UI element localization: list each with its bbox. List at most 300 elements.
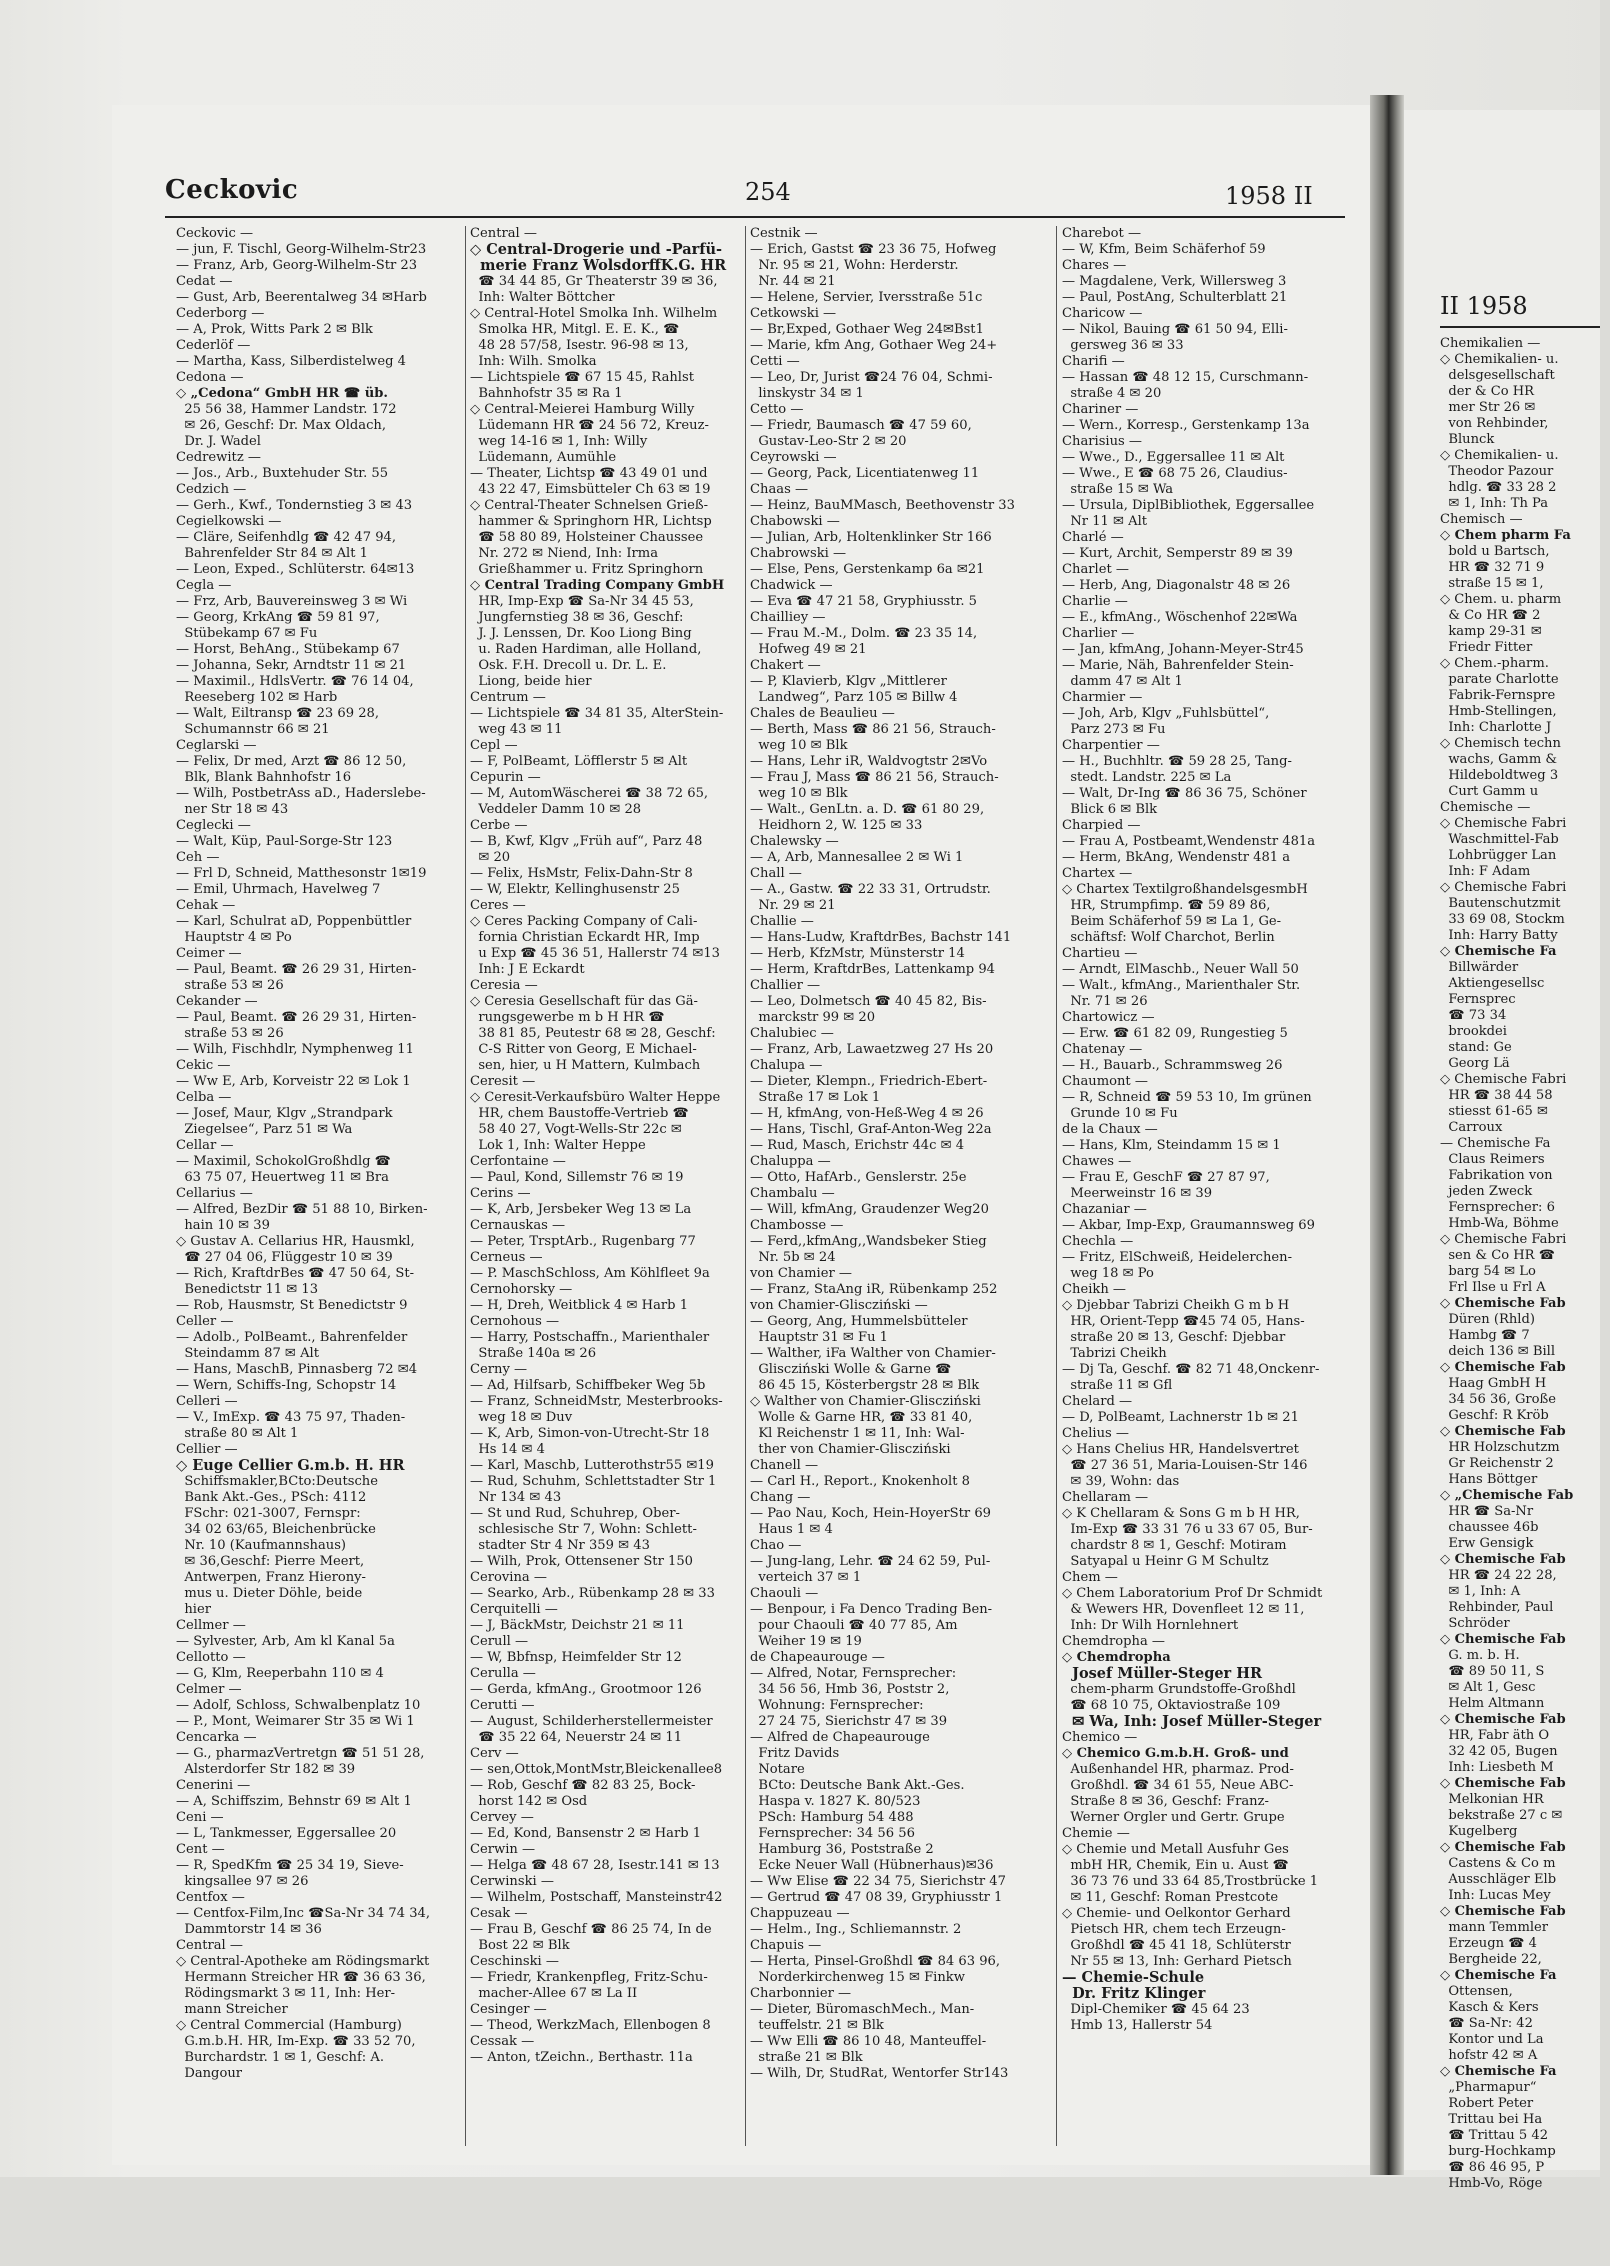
directory-entry-line: Claus Reimers xyxy=(1440,1152,1545,1167)
directory-entry-line: — Rob, Geschf ☎ 82 83 25, Bock- xyxy=(470,1778,696,1793)
directory-entry-line: Chappuzeau — xyxy=(750,1906,850,1921)
directory-entry-line: — D, PolBeamt, Lachnerstr 1b ✉ 21 xyxy=(1062,1410,1299,1425)
directory-entry-line: jeden Zweck xyxy=(1440,1184,1533,1199)
directory-entry-line: stand: Ge xyxy=(1440,1040,1512,1055)
directory-entry-line: — Frl D, Schneid, Matthesonstr 1✉19 xyxy=(176,866,427,881)
directory-entry-line: — Walther, iFa Walther von Chamier- xyxy=(750,1346,996,1361)
directory-entry-line: — Frau A, Postbeamt,Wendenstr 481a xyxy=(1062,834,1316,849)
directory-entry-line: — Josef, Maur, Klgv „Strandpark xyxy=(176,1106,393,1121)
directory-entry-line: Inh: Dr Wilh Hornlehnert xyxy=(1062,1618,1239,1633)
directory-entry-line: stadter Str 4 Nr 359 ✉ 43 xyxy=(470,1538,650,1553)
directory-entry-line: Nr 11 ✉ Alt xyxy=(1062,514,1148,529)
directory-entry-line: Gr Reichenstr 2 xyxy=(1440,1456,1554,1471)
directory-entry-line: von Chamier — xyxy=(750,1266,853,1281)
directory-entry-line: Central — xyxy=(176,1938,243,1953)
directory-entry-line: — Harry, Postschaffn., Marienthaler xyxy=(470,1330,710,1345)
directory-entry-line: ✉ Wa, Inh: Josef Müller-Steger xyxy=(1062,1713,1322,1730)
directory-entry-line: Steindamm 87 ✉ Alt xyxy=(176,1346,319,1361)
directory-column-2 xyxy=(470,226,748,2156)
directory-entry-line: — Peter, TrsptArb., Rugenbarg 77 xyxy=(470,1234,696,1249)
column-divider xyxy=(745,226,746,2146)
directory-entry-line: gersweg 36 ✉ 33 xyxy=(1062,338,1184,353)
directory-entry-line: Erw Gensigk xyxy=(1440,1536,1534,1551)
directory-entry-line: — Magdalene, Verk, Willersweg 3 xyxy=(1062,274,1287,289)
directory-entry-line: ◇ Chemische Fabri xyxy=(1440,1232,1567,1247)
directory-entry-line: Gustav-Leo-Str 2 ✉ 20 xyxy=(750,434,907,449)
directory-entry-line: — Helm., Ing., Schliemannstr. 2 xyxy=(750,1922,962,1937)
directory-entry-line: — Marie, kfm Ang, Gothaer Weg 24+ xyxy=(750,338,998,353)
directory-entry-line: — Maximil., HdlsVertr. ☎ 76 14 04, xyxy=(176,674,414,689)
directory-entry-line: ◇ Chemische Fabri xyxy=(1440,1072,1567,1087)
directory-entry-line: & Co HR ☎ 2 xyxy=(1440,608,1541,623)
directory-entry-line: 48 28 57/58, Isestr. 96-98 ✉ 13, xyxy=(470,338,689,353)
directory-entry-line: straße 15 ✉ Wa xyxy=(1062,482,1174,497)
directory-entry-line: Veddeler Damm 10 ✉ 28 xyxy=(470,802,642,817)
directory-entry-line: marckstr 99 ✉ 20 xyxy=(750,1010,876,1025)
directory-entry-line: — Fritz, ElSchweiß, Heidelerchen- xyxy=(1062,1250,1293,1265)
directory-entry-line: Hmb-Stellingen, xyxy=(1440,704,1557,719)
directory-entry-line: Im-Exp ☎ 33 31 76 u 33 67 05, Bur- xyxy=(1062,1522,1313,1537)
directory-entry-line: Chechla — xyxy=(1062,1234,1134,1249)
directory-entry-line: hofstr 42 ✉ A xyxy=(1440,2048,1538,2063)
directory-entry-line: Notare xyxy=(750,1762,805,1777)
directory-entry-line: Cerfontaine — xyxy=(470,1154,566,1169)
directory-entry-line: — Ww E, Arb, Korveistr 22 ✉ Lok 1 xyxy=(176,1074,411,1089)
directory-entry-line: merie Franz WolsdorffK.G. HR xyxy=(470,257,727,274)
directory-entry-line: — Hans, MaschB, Pinnasberg 72 ✉4 xyxy=(176,1362,418,1377)
directory-entry-line: — Dj Ta, Geschf. ☎ 82 71 48,Onckenr- xyxy=(1062,1362,1320,1377)
directory-entry-line: ☎ Sa-Nr: 42 xyxy=(1440,2016,1533,2031)
directory-entry-line: Cerutti — xyxy=(470,1698,535,1713)
directory-entry-line: — Rich, KraftdrBes ☎ 47 50 64, St- xyxy=(176,1266,415,1281)
directory-entry-line: Fernsprecher: 6 xyxy=(1440,1200,1555,1215)
directory-entry-line: Chambosse — xyxy=(750,1218,844,1233)
directory-entry-line: ◇ Chemische Fab xyxy=(1440,1424,1566,1439)
directory-entry-line: Blk, Blank Bahnhofstr 16 xyxy=(176,770,352,785)
directory-entry-line: Charicow — xyxy=(1062,306,1143,321)
directory-entry-line: — K, Arb, Jersbeker Weg 13 ✉ La xyxy=(470,1202,692,1217)
directory-entry-line: — Wern, Schiffs-Ing, Schopstr 14 xyxy=(176,1378,397,1393)
directory-entry-line: Billwärder xyxy=(1440,960,1519,975)
directory-entry-line: Ceni — xyxy=(176,1810,224,1825)
directory-entry-line: HR, Fabr äth O xyxy=(1440,1728,1550,1743)
directory-entry-line: — jun, F. Tischl, Georg-Wilhelm-Str23 xyxy=(176,242,427,257)
directory-entry-line: Charlier — xyxy=(1062,626,1135,641)
directory-entry-line: — Hans, Lehr iR, Waldvogtstr 2✉Vo xyxy=(750,754,988,769)
directory-entry-line: Cerquitelli — xyxy=(470,1602,558,1617)
directory-entry-line: — Arndt, ElMaschb., Neuer Wall 50 xyxy=(1062,962,1299,977)
directory-entry-line: Chaumont — xyxy=(1062,1074,1148,1089)
directory-entry-line: straße 20 ✉ 13, Geschf: Djebbar xyxy=(1062,1330,1286,1345)
directory-entry-line: — Kurt, Archit, Semperstr 89 ✉ 39 xyxy=(1062,546,1293,561)
directory-entry-line: — Theater, Lichtsp ☎ 43 49 01 und xyxy=(470,466,708,481)
directory-entry-line: Dipl-Chemiker ☎ 45 64 23 xyxy=(1062,2002,1250,2017)
directory-entry-line: Chartieu — xyxy=(1062,946,1138,961)
directory-entry-line: weg 18 ✉ Duv xyxy=(470,1410,573,1425)
directory-entry-line: — Ad, Hilfsarb, Schiffbeker Weg 5b xyxy=(470,1378,706,1393)
directory-entry-line: ◇ Chemische Fab xyxy=(1440,1296,1566,1311)
directory-entry-line: Chabrowski — xyxy=(750,546,847,561)
directory-entry-line: ◇ Gustav A. Cellarius HR, Hausmkl, xyxy=(176,1234,415,1249)
directory-entry-line: pour Chaouli ☎ 40 77 85, Am xyxy=(750,1618,958,1633)
directory-entry-line: Nr 55 ✉ 13, Inh: Gerhard Pietsch xyxy=(1062,1954,1292,1969)
directory-entry-line: Charlet — xyxy=(1062,562,1129,577)
directory-entry-line: hdlg. ☎ 33 28 2 xyxy=(1440,480,1557,495)
directory-entry-line: damm 47 ✉ Alt 1 xyxy=(1062,674,1183,689)
directory-entry-line: ◇ „Chemische Fab xyxy=(1440,1488,1574,1503)
directory-entry-line: ◇ Chemische Fabri xyxy=(1440,880,1567,895)
directory-entry-line: Chakert — xyxy=(750,658,821,673)
directory-entry-line: Dr. Fritz Klinger xyxy=(1062,1985,1206,2002)
directory-entry-line: ☎ 73 34 xyxy=(1440,1008,1507,1023)
directory-entry-line: straße 80 ✉ Alt 1 xyxy=(176,1426,299,1441)
directory-entry-line: — Walt, Dr-Ing ☎ 86 36 75, Schöner xyxy=(1062,786,1307,801)
directory-entry-line: Charifi — xyxy=(1062,354,1125,369)
directory-entry-line: Dammtorstr 14 ✉ 36 xyxy=(176,1922,322,1937)
directory-entry-line: Hofweg 49 ✉ 21 xyxy=(750,642,867,657)
directory-entry-line: sen & Co HR ☎ xyxy=(1440,1248,1556,1263)
directory-entry-line: straße 15 ✉ 1, xyxy=(1440,576,1544,591)
directory-entry-line: — Leon, Exped., Schlüterstr. 64✉13 xyxy=(176,562,415,577)
directory-entry-line: HR, Imp-Exp ☎ Sa-Nr 34 45 53, xyxy=(470,594,694,609)
directory-entry-line: Chales de Beaulieu — xyxy=(750,706,895,721)
directory-entry-line: — Friedr, Krankenpfleg, Fritz-Schu- xyxy=(470,1970,708,1985)
directory-entry-line: Smolka HR, Mitgl. E. E. K., ☎ xyxy=(470,322,680,337)
directory-entry-line: — Franz, Arb, Georg-Wilhelm-Str 23 xyxy=(176,258,418,273)
directory-entry-line: mus u. Dieter Döhle, beide xyxy=(176,1586,363,1601)
directory-entry-line: — Herb, KfzMstr, Münsterstr 14 xyxy=(750,946,965,961)
directory-entry-line: — Sylvester, Arb, Am kl Kanal 5a xyxy=(176,1634,395,1649)
directory-entry-line: Cedona — xyxy=(176,370,244,385)
directory-entry-line: — Frau J, Mass ☎ 86 21 56, Strauch- xyxy=(750,770,999,785)
directory-entry-line: Fernsprec xyxy=(1440,992,1516,1007)
directory-entry-line: chem-pharm Grundstoffe-Großhdl xyxy=(1062,1682,1296,1697)
directory-entry-line: Osk. F.H. Drecoll u. Dr. L. E. xyxy=(470,658,667,673)
directory-entry-line: ✉ 20 xyxy=(470,850,511,865)
directory-entry-line: Charmier — xyxy=(1062,690,1143,705)
directory-entry-line: Robert Peter xyxy=(1440,2096,1534,2111)
directory-entry-line: ner Str 18 ✉ 43 xyxy=(176,802,289,817)
directory-entry-line: 32 42 05, Bugen xyxy=(1440,1744,1558,1759)
directory-entry-line: straße 11 ✉ Gfl xyxy=(1062,1378,1173,1393)
directory-entry-line: — Friedr, Baumasch ☎ 47 59 60, xyxy=(750,418,972,433)
directory-entry-line: — Karl, Schulrat aD, Poppenbüttler xyxy=(176,914,412,929)
directory-entry-line: HR ☎ Sa-Nr xyxy=(1440,1504,1534,1519)
page-number: 254 xyxy=(745,178,791,206)
directory-entry-line: Chambalu — xyxy=(750,1186,835,1201)
directory-entry-line: straße 53 ✉ 26 xyxy=(176,1026,284,1041)
directory-entry-line: — W, Kfm, Beim Schäferhof 59 xyxy=(1062,242,1266,257)
directory-entry-line: 86 45 15, Kösterbergstr 28 ✉ Blk xyxy=(750,1378,980,1393)
directory-entry-line: delsgesellschaft xyxy=(1440,368,1555,383)
directory-entry-line: G.m.b.H. HR, Im-Exp. ☎ 33 52 70, xyxy=(176,2034,416,2049)
directory-entry-line: ◇ Chemische Fa xyxy=(1440,1968,1557,1983)
directory-entry-line: 43 22 47, Eimsbütteler Ch 63 ✉ 19 xyxy=(470,482,711,497)
directory-entry-line: Chang — xyxy=(750,1490,811,1505)
directory-entry-line: Cedzich — xyxy=(176,482,247,497)
directory-entry-line: — Johanna, Sekr, Arndtstr 11 ✉ 21 xyxy=(176,658,407,673)
directory-entry-line: ther von Chamier-Gliscziński xyxy=(750,1442,951,1457)
directory-entry-line: Helm Altmann xyxy=(1440,1696,1545,1711)
directory-entry-line: — Walt, Eiltransp ☎ 23 69 28, xyxy=(176,706,380,721)
directory-entry-line: Meerweinstr 16 ✉ 39 xyxy=(1062,1186,1213,1201)
directory-entry-line: — J, BäckMstr, Deichstr 21 ✉ 11 xyxy=(470,1618,685,1633)
directory-entry-line: ◇ Chemikalien- u. xyxy=(1440,352,1559,367)
directory-entry-line: — Franz, Arb, Lawaetzweg 27 Hs 20 xyxy=(750,1042,994,1057)
directory-entry-line: Cetti — xyxy=(750,354,800,369)
directory-entry-line: Chailliey — xyxy=(750,610,826,625)
directory-column-4 xyxy=(1062,226,1362,2156)
directory-entry-line: Jungfernstieg 38 ✉ 36, Geschf: xyxy=(470,610,684,625)
directory-entry-line: ◇ Central Trading Company GmbH xyxy=(470,578,725,593)
directory-entry-line: Chanell — xyxy=(750,1458,819,1473)
directory-entry-line: Cellarius — xyxy=(176,1186,253,1201)
directory-entry-line: ✉ 26, Geschf: Dr. Max Oldach, xyxy=(176,418,386,433)
directory-entry-line: — Paul, Beamt. ☎ 26 29 31, Hirten- xyxy=(176,1010,417,1025)
directory-entry-line: ◇ Chemische Fab xyxy=(1440,1712,1566,1727)
running-head: Ceckovic xyxy=(165,175,299,205)
directory-entry-line: Chabowski — xyxy=(750,514,840,529)
directory-entry-line: Gliscziński Wolle & Garne ☎ xyxy=(750,1362,952,1377)
directory-entry-line: Cellar — xyxy=(176,1138,234,1153)
directory-entry-line: Straße 17 ✉ Lok 1 xyxy=(750,1090,881,1105)
directory-entry-line: Ceimer — xyxy=(176,946,242,961)
directory-entry-line: Bahnhofstr 35 ✉ Ra 1 xyxy=(470,386,623,401)
directory-entry-line: ◇ Central-Meierei Hamburg Willy xyxy=(470,402,695,417)
directory-entry-line: — B, Kwf, Klgv „Früh auf“, Parz 48 xyxy=(470,834,703,849)
directory-entry-line: Tabrizi Cheikh xyxy=(1062,1346,1167,1361)
page-year: 1958 II xyxy=(1225,182,1313,210)
directory-entry-line: — P. MaschSchloss, Am Köhlfleet 9a xyxy=(470,1266,710,1281)
directory-entry-line: — Helga ☎ 48 67 28, Isestr.141 ✉ 13 xyxy=(470,1858,720,1873)
directory-entry-line: — Paul, Kond, Sillemstr 76 ✉ 19 xyxy=(470,1170,684,1185)
directory-entry-line: ◇ Chemdropha xyxy=(1062,1650,1171,1665)
directory-entry-line: Hermann Streicher HR ☎ 36 63 36, xyxy=(176,1970,426,1985)
directory-entry-line: Liong, beide hier xyxy=(470,674,592,689)
directory-entry-line: — Searko, Arb., Rübenkamp 28 ✉ 33 xyxy=(470,1586,715,1601)
directory-entry-line: hain 10 ✉ 39 xyxy=(176,1218,270,1233)
directory-entry-line: Cellier — xyxy=(176,1442,238,1457)
book-gutter xyxy=(1370,95,1404,2175)
directory-entry-line: ◇ Chemische Fab xyxy=(1440,1632,1566,1647)
directory-entry-line: Heidhorn 2, W. 125 ✉ 33 xyxy=(750,818,923,833)
directory-entry-line: Cernohorsky — xyxy=(470,1282,573,1297)
directory-entry-line: Ceh — xyxy=(176,850,220,865)
directory-entry-line: Haag GmbH H xyxy=(1440,1376,1547,1391)
directory-entry-line: — Akbar, Imp-Exp, Graumannsweg 69 xyxy=(1062,1218,1315,1233)
directory-entry-line: ◇ Chem. u. pharm xyxy=(1440,592,1562,607)
directory-entry-line: ☎ 89 50 11, S xyxy=(1440,1664,1545,1679)
directory-entry-line: — August, Schilderherstellermeister xyxy=(470,1714,713,1729)
directory-entry-line: — Frau M.-M., Dolm. ☎ 23 35 14, xyxy=(750,626,978,641)
directory-entry-line: — Alfred de Chapeaurouge xyxy=(750,1730,930,1745)
directory-entry-line: 25 56 38, Hammer Landstr. 172 xyxy=(176,402,397,417)
directory-entry-line: burg-Hochkamp xyxy=(1440,2144,1556,2159)
directory-entry-line: ◇ Walther von Chamier-Gliscziński xyxy=(750,1394,981,1409)
directory-entry-line: Nr. 29 ✉ 21 xyxy=(750,898,836,913)
directory-entry-line: Cerwinski — xyxy=(470,1874,554,1889)
directory-entry-line: — Herm, BkAng, Wendenstr 481 a xyxy=(1062,850,1291,865)
directory-entry-line: ◇ Chemische Fab xyxy=(1440,1840,1566,1855)
directory-entry-line: Cellotto — xyxy=(176,1650,246,1665)
directory-entry-line: Fabrikation von xyxy=(1440,1168,1553,1183)
directory-entry-line: — G, Klm, Reeperbahn 110 ✉ 4 xyxy=(176,1666,384,1681)
directory-entry-line: ◇ Chem pharm Fa xyxy=(1440,528,1571,543)
directory-entry-line: Haspa v. 1827 K. 80/523 xyxy=(750,1794,921,1809)
directory-entry-line: — Herb, Ang, Diagonalstr 48 ✉ 26 xyxy=(1062,578,1291,593)
directory-entry-line: ◇ K Chellaram & Sons G m b H HR, xyxy=(1062,1506,1300,1521)
directory-entry-line: Bautenschutzmit xyxy=(1440,896,1561,911)
directory-entry-line: — Felix, Dr med, Arzt ☎ 86 12 50, xyxy=(176,754,407,769)
directory-entry-line: Grießhammer u. Fritz Springhorn xyxy=(470,562,704,577)
directory-entry-line: — Adolf, Schloss, Schwalbenplatz 10 xyxy=(176,1698,421,1713)
directory-entry-line: Bahrenfelder Str 84 ✉ Alt 1 xyxy=(176,546,368,561)
directory-entry-line: Cegielkowski — xyxy=(176,514,282,529)
directory-entry-line: — Chemische Fa xyxy=(1440,1136,1551,1151)
directory-entry-line: — Erich, Gastst ☎ 23 36 75, Hofweg xyxy=(750,242,997,257)
directory-entry-line: ✉ 39, Wohn: das xyxy=(1062,1474,1180,1489)
directory-entry-line: teuffelstr. 21 ✉ Blk xyxy=(750,2018,884,2033)
directory-entry-line: Cessak — xyxy=(470,2034,535,2049)
directory-entry-line: Carroux xyxy=(1440,1120,1503,1135)
directory-entry-line: Cegla — xyxy=(176,578,232,593)
directory-entry-line: Chaluppa — xyxy=(750,1154,831,1169)
directory-entry-line: Bost 22 ✉ Blk xyxy=(470,1938,570,1953)
directory-entry-line: — Adolb., PolBeamt., Bahrenfelder xyxy=(176,1330,408,1345)
directory-entry-line: ☎ 27 36 51, Maria-Louisen-Str 146 xyxy=(1062,1458,1308,1473)
directory-entry-line: Chares — xyxy=(1062,258,1127,273)
directory-entry-line: — G., pharmazVertretgn ☎ 51 51 28, xyxy=(176,1746,425,1761)
directory-entry-line: von Rehbinder, xyxy=(1440,416,1549,431)
directory-entry-line: Josef Müller-Steger HR xyxy=(1062,1665,1262,1682)
directory-entry-line: — A., Gastw. ☎ 22 33 31, Ortrudstr. xyxy=(750,882,991,897)
directory-entry-line: HR ☎ 24 22 28, xyxy=(1440,1568,1557,1583)
directory-entry-line: 33 69 08, Stockm xyxy=(1440,912,1565,927)
directory-entry-line: Cetkowski — xyxy=(750,306,837,321)
directory-entry-line: — Pao Nau, Koch, Hein-HoyerStr 69 xyxy=(750,1506,991,1521)
directory-entry-line: Frl Ilse u Frl A xyxy=(1440,1280,1546,1295)
directory-entry-line: Cetto — xyxy=(750,402,804,417)
directory-entry-line: ◇ Euge Cellier G.m.b. H. HR xyxy=(176,1457,405,1474)
directory-entry-line: Castens & Co m xyxy=(1440,1856,1556,1871)
directory-entry-line: ◇ Chemie und Metall Ausfuhr Ges xyxy=(1062,1842,1289,1857)
directory-entry-line: Charpentier — xyxy=(1062,738,1160,753)
directory-entry-line: — Erw. ☎ 61 82 09, Rungestieg 5 xyxy=(1062,1026,1288,1041)
directory-entry-line: Nr. 44 ✉ 21 xyxy=(750,274,836,289)
directory-entry-line: — Centfox-Film,Inc ☎Sa-Nr 34 74 34, xyxy=(176,1906,431,1921)
directory-entry-line: Hans Böttger xyxy=(1440,1472,1538,1487)
directory-entry-line: J. J. Lenssen, Dr. Koo Liong Bing xyxy=(470,626,692,641)
directory-entry-line: parate Charlotte xyxy=(1440,672,1559,687)
directory-entry-line: — Chemie-Schule xyxy=(1062,1969,1205,1986)
directory-entry-line: Hmb-Vo, Röge xyxy=(1440,2176,1543,2191)
directory-entry-line: HR, Strumpfimp. ☎ 59 89 86, xyxy=(1062,898,1271,913)
directory-entry-line: — Wern., Korresp., Gerstenkamp 13a xyxy=(1062,418,1310,433)
directory-entry-line: — Anton, tZeichn., Berthastr. 11a xyxy=(470,2050,693,2065)
directory-entry-line: Cehak — xyxy=(176,898,236,913)
directory-entry-line: — H., Bauarb., Schrammsweg 26 xyxy=(1062,1058,1283,1073)
directory-entry-line: — Dieter, BüromaschMech., Man- xyxy=(750,2002,975,2017)
directory-entry-line: Nr 134 ✉ 43 xyxy=(470,1490,562,1505)
directory-entry-line: Chemico — xyxy=(1062,1730,1138,1745)
directory-entry-line: — H, kfmAng, von-Heß-Weg 4 ✉ 26 xyxy=(750,1106,984,1121)
directory-entry-line: chardstr 8 ✉ 1, Geschf: Motiram xyxy=(1062,1538,1287,1553)
directory-entry-line: — Walt., GenLtn. a. D. ☎ 61 80 29, xyxy=(750,802,985,817)
directory-entry-line: — Wwe., D., Eggersallee 11 ✉ Alt xyxy=(1062,450,1285,465)
directory-entry-line: ☎ Trittau 5 42 xyxy=(1440,2128,1549,2143)
directory-entry-line: Weiher 19 ✉ 19 xyxy=(750,1634,862,1649)
directory-entry-line: Cerbe — xyxy=(470,818,528,833)
directory-entry-line: Pietsch HR, chem tech Erzeugn- xyxy=(1062,1922,1286,1937)
directory-entry-line: 36 73 76 und 33 64 85,Trostbrücke 1 xyxy=(1062,1874,1319,1889)
directory-entry-line: — Julian, Arb, Holtenklinker Str 166 xyxy=(750,530,992,545)
directory-entry-line: Lohbrügger Lan xyxy=(1440,848,1557,863)
directory-entry-line: — Karl, Maschb, Lutterothstr55 ✉19 xyxy=(470,1458,714,1473)
directory-entry-line: verteich 37 ✉ 1 xyxy=(750,1570,862,1585)
directory-entry-line: Ausschläger Elb xyxy=(1440,1872,1557,1887)
directory-entry-line: Friedr Fitter xyxy=(1440,640,1533,655)
directory-entry-line: — E., kfmAng., Wöschenhof 22✉Wa xyxy=(1062,610,1298,625)
directory-entry-line: Haus 1 ✉ 4 xyxy=(750,1522,833,1537)
directory-entry-line: — Georg, KrkAng ☎ 59 81 97, xyxy=(176,610,380,625)
directory-entry-line: — K, Arb, Simon-von-Utrecht-Str 18 xyxy=(470,1426,710,1441)
directory-entry-line: Charbonnier — xyxy=(750,1986,852,2001)
directory-entry-line: Challie — xyxy=(750,914,814,929)
directory-entry-line: Central — xyxy=(470,226,537,241)
directory-entry-line: brookdei xyxy=(1440,1024,1507,1039)
directory-entry-line: ◇ Hans Chelius HR, Handelsvertret xyxy=(1062,1442,1299,1457)
directory-entry-line: — H., Buchhltr. ☎ 59 28 25, Tang- xyxy=(1062,754,1292,769)
directory-entry-line: — F, PolBeamt, Löfflerstr 5 ✉ Alt xyxy=(470,754,688,769)
directory-entry-line: ✉ 1, Inh: Th Pa xyxy=(1440,496,1549,511)
directory-entry-line: Inh: Charlotte J xyxy=(1440,720,1552,735)
directory-entry-line: HR ☎ 32 71 9 xyxy=(1440,560,1545,575)
directory-entry-line: mann Streicher xyxy=(176,2002,288,2017)
directory-entry-line: — Lichtspiele ☎ 34 81 35, AlterStein- xyxy=(470,706,724,721)
directory-entry-line: Chemisch — xyxy=(1440,512,1523,527)
directory-entry-line: Kontor und La xyxy=(1440,2032,1544,2047)
directory-entry-line: — Hassan ☎ 48 12 15, Curschmann- xyxy=(1062,370,1309,385)
directory-entry-line: Charlie — xyxy=(1062,594,1128,609)
directory-entry-line: — Gerh., Kwf., Tondernstieg 3 ✉ 43 xyxy=(176,498,413,513)
directory-entry-line: ◇ Ceresit-Verkaufsbüro Walter Heppe xyxy=(470,1090,721,1105)
directory-entry-line: Ceres — xyxy=(470,898,526,913)
directory-entry-line: — R, Schneid ☎ 59 53 10, Im grünen xyxy=(1062,1090,1312,1105)
directory-entry-line: — Emil, Uhrmach, Havelweg 7 xyxy=(176,882,381,897)
directory-entry-line: Cenerini — xyxy=(176,1778,251,1793)
directory-entry-line: — Wilh, Fischhdlr, Nymphenweg 11 xyxy=(176,1042,414,1057)
directory-entry-line: „Pharmapur“ xyxy=(1440,2080,1537,2095)
directory-entry-line: weg 10 ✉ Blk xyxy=(750,786,848,801)
directory-entry-line: Schiffsmakler,BCto:Deutsche xyxy=(176,1474,378,1489)
directory-entry-line: HR Holzschutzm xyxy=(1440,1440,1560,1455)
column-divider xyxy=(465,226,466,2146)
directory-entry-line: 34 02 63/65, Bleichenbrücke xyxy=(176,1522,376,1537)
directory-entry-line: stiesst 61-65 ✉ xyxy=(1440,1104,1548,1119)
directory-entry-line: barg 54 ✉ Lo xyxy=(1440,1264,1536,1279)
directory-entry-line: Cheikh — xyxy=(1062,1282,1127,1297)
directory-entry-line: Kugelberg xyxy=(1440,1824,1518,1839)
directory-column-3 xyxy=(750,226,1050,2156)
directory-entry-line: — Georg, Ang, Hummelsbütteler xyxy=(750,1314,968,1329)
directory-entry-line: Straße 8 ✉ 36, Geschf: Franz- xyxy=(1062,1794,1269,1809)
directory-entry-line: & Wewers HR, Dovenfleet 12 ✉ 11, xyxy=(1062,1602,1305,1617)
directory-entry-line: straße 53 ✉ 26 xyxy=(176,978,284,993)
directory-entry-line: Celler — xyxy=(176,1314,234,1329)
directory-entry-line: Cerulla — xyxy=(470,1666,536,1681)
directory-entry-line: Cerv — xyxy=(470,1746,519,1761)
directory-entry-line: mbH HR, Chemik, Ein u. Aust ☎ xyxy=(1062,1858,1289,1873)
